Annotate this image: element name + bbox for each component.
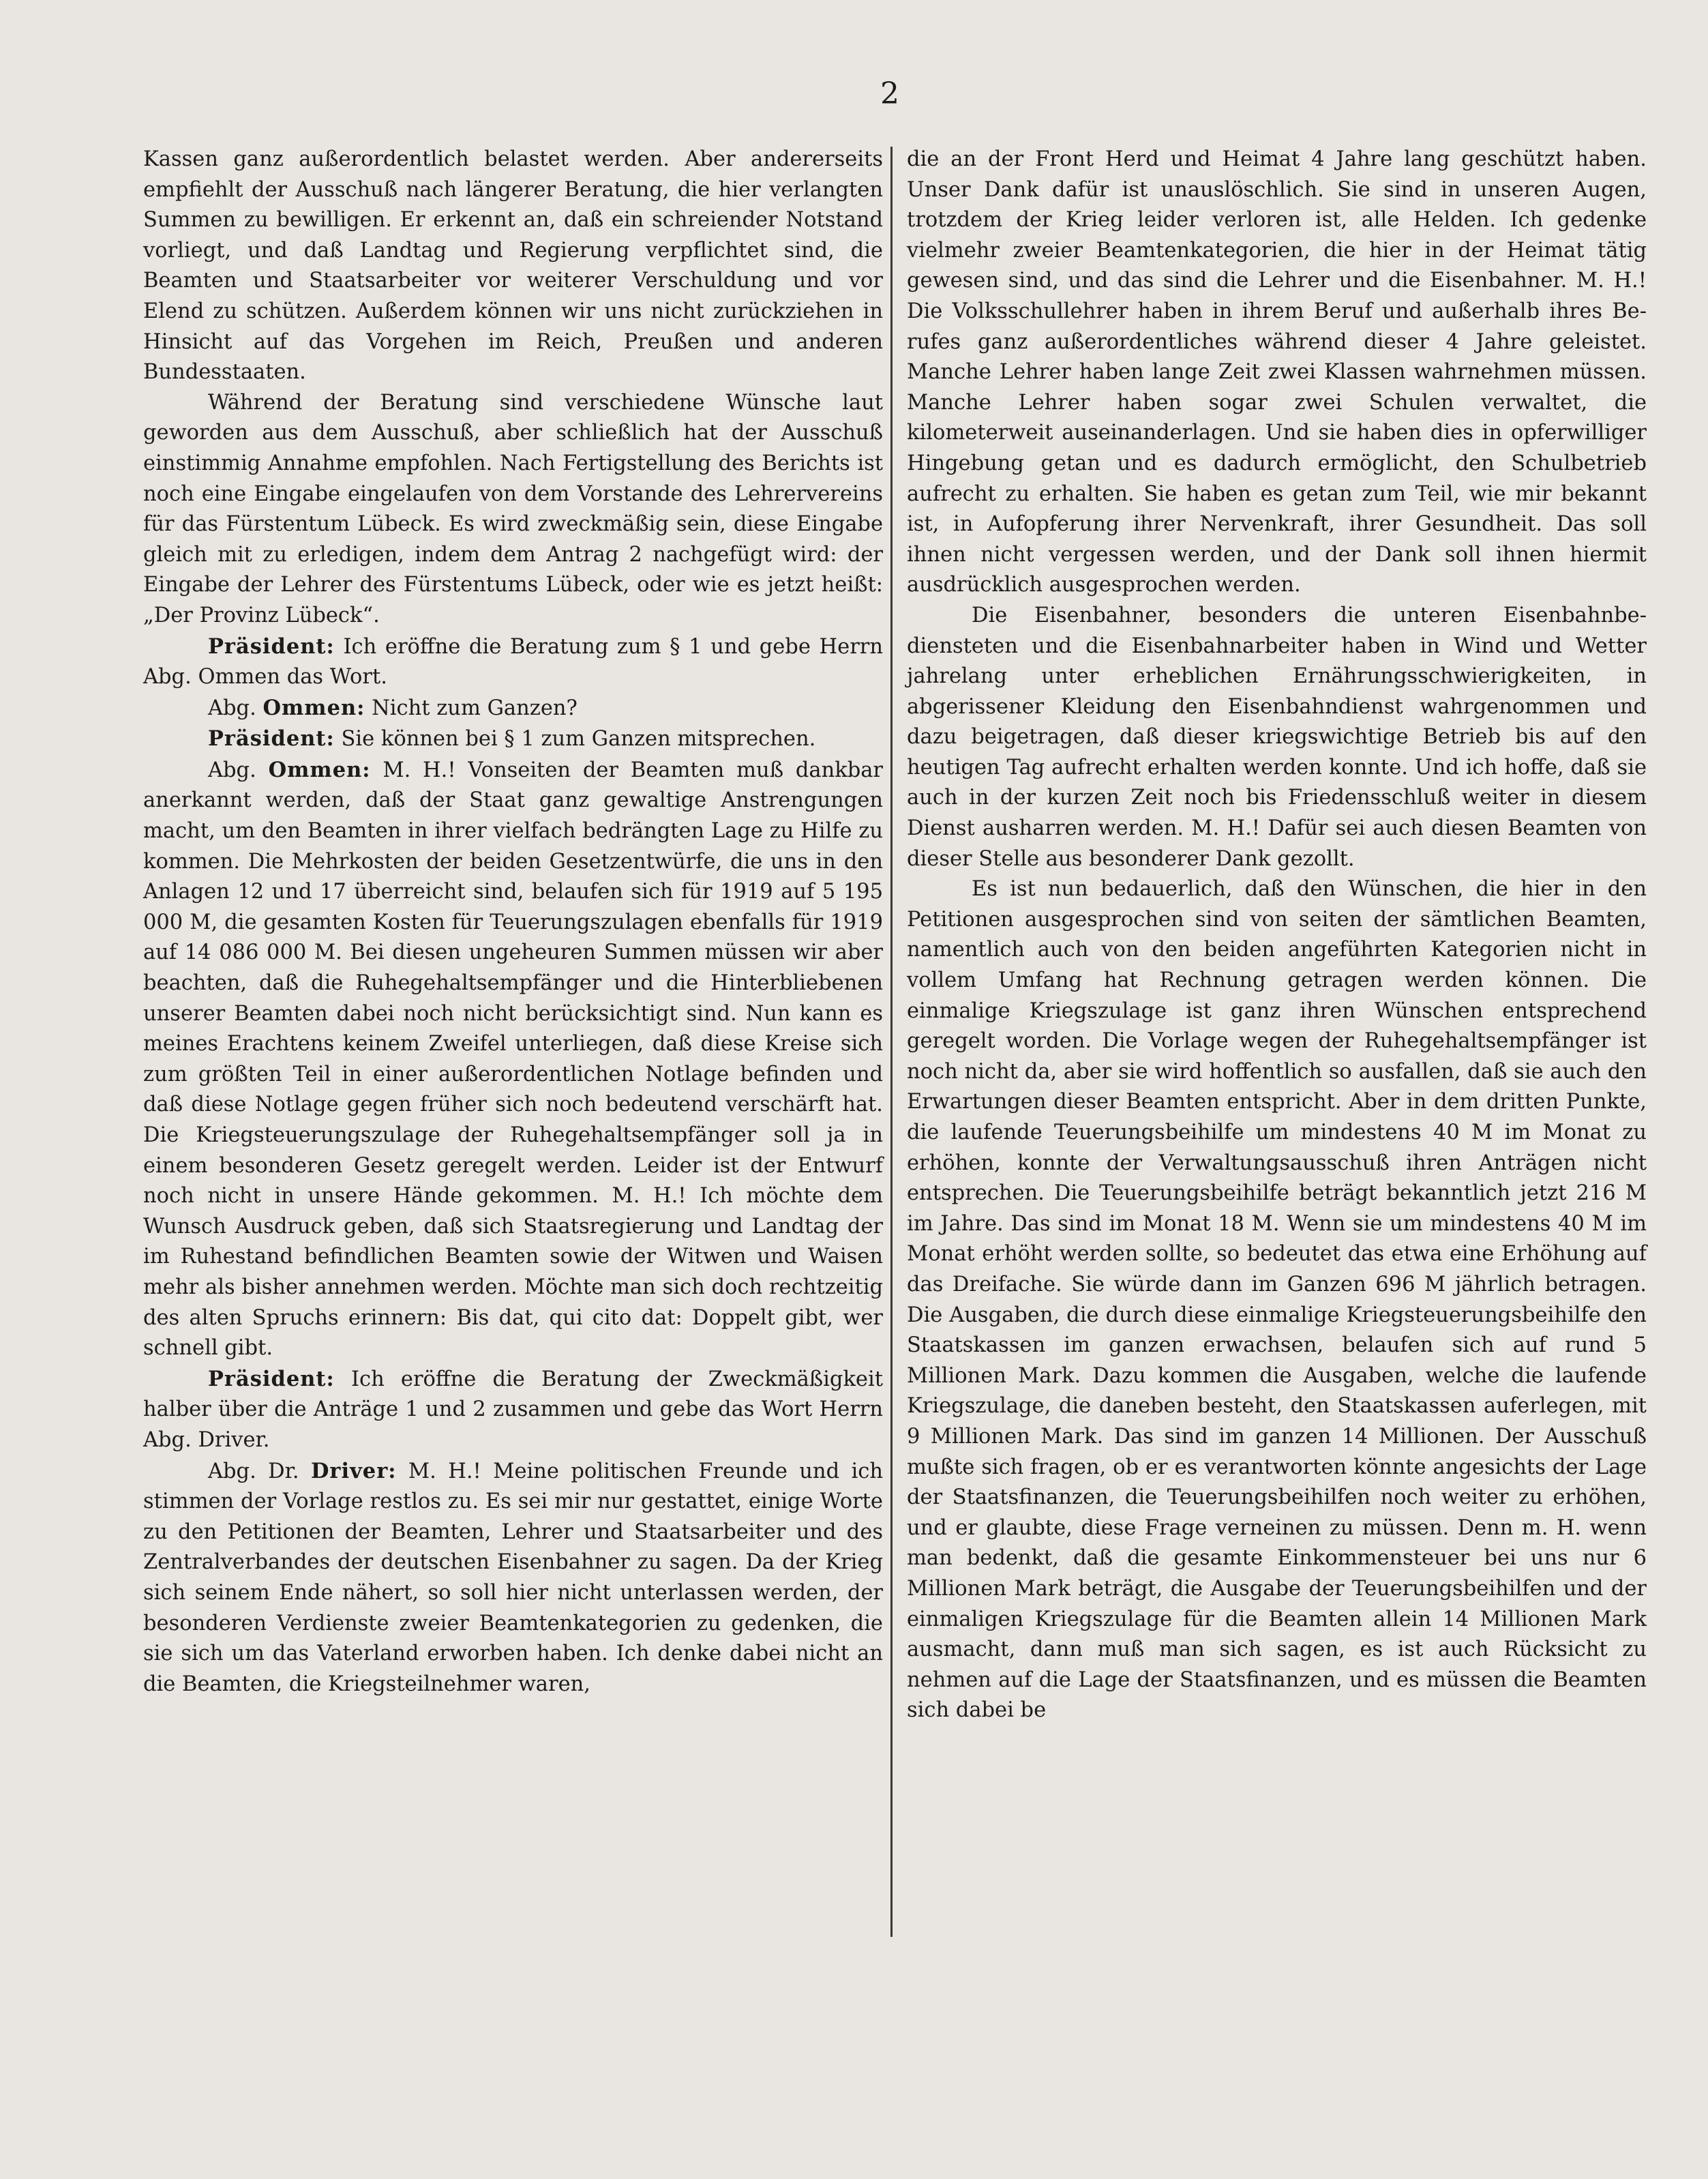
paragraph-text: Die Eisenbahner, besonders die unteren Eisenbahnbediensteten und die Eisenbahnarbeiter haben in Wind und Wetter jahrelang unter erheblichen Ernährungsschwierigkeiten, in abgerissener Kleidung den Eisenbahndienst wahrgenommen und dazu beigetragen, daß dieser kriegswichtige Betrieb bis auf den heutigen Tag aufrecht erhalten werden konnte. Und ich hoffe, daß sie auch in der kurzen Zeit noch bis Friedensschluß weiter in diesem Dienst ausharren werden. M. H.! Dafür sei auch diesen Beamten von dieser Stelle aus besonderer Dank gezollt. bbox=[907, 603, 1647, 871]
paragraph bbox=[143, 632, 883, 693]
paragraph bbox=[907, 601, 1647, 874]
right-column bbox=[907, 145, 1647, 1726]
speaker-name: Ommen: bbox=[268, 757, 371, 782]
speaker-name: Präsident: bbox=[208, 634, 335, 659]
speaker-name: Ommen: bbox=[263, 695, 365, 720]
paragraph-text: die an der Front Herd und Heimat 4 Jahre lang geschützt haben. Unser Dank dafür ist unauslöschlich. Sie sind in unseren Augen, trotzdem der Krieg leider verloren ist, alle Helden. Ich gedenke vielmehr zweier Beamtenkategorien, die hier in der Heimat tätig gewesen sind, und das sind die Lehrer und die Eisenbahner. M. H.! Die Volksschullehrer haben in ihrem Beruf und außerhalb ihres Berufes ganz außerordentliches während dieser 4 Jahre geleistet. Manche Lehrer haben lange Zeit zwei Klassen wahrnehmen müssen. Manche Lehrer haben sogar zwei Schulen verwaltet, die kilometerweit auseinanderlagen. Und sie haben dies in opferwilliger Hingebung getan und es dadurch ermöglicht, den Schulbetrieb aufrecht zu erhalten. Sie haben es getan zum Teil, wie mir bekannt ist, in Aufopferung ihrer Nervenkraft, ihrer Gesundheit. Das soll ihnen nicht vergessen werden, und der Dank soll ihnen hiermit ausdrücklich ausgesprochen werden. bbox=[907, 147, 1647, 597]
speaker-prefix: Abg. Dr. bbox=[208, 1459, 311, 1483]
paragraph bbox=[143, 693, 883, 724]
column-divider bbox=[890, 147, 893, 1937]
page-number: 2 bbox=[880, 76, 899, 111]
paragraph-text: M. H.! Meine politischen Freunde und ich stimmen der Vorlage restlos zu. Es sei mir nur gestattet, einige Worte zu den Petitionen der Beamten, Lehrer und Staatsarbeiter und des Zentralverbandes der deutschen Eisenbahner zu sagen. Da der Krieg sich seinem Ende nähert, so soll hier nicht unterlassen werden, der besonderen Verdienste zweier Beamtenkategorien zu gedenken, die sie sich um das Vaterland erworben haben. Ich denke dabei nicht an die Beamten, die Kriegsteilnehmer waren, bbox=[143, 1459, 883, 1696]
paragraph-text: Nicht zum Ganzen? bbox=[365, 696, 578, 720]
paragraph-text: Es ist nun bedauerlich, daß den Wünschen, die hier in den Petitionen ausgesprochen sind von seiten der sämtlichen Beamten, namentlich auch von den beiden angeführten Kategorien nicht in vollem Umfang hat Rechnung getragen werden können. Die einmalige Kriegszulage ist ganz ihren Wünschen entsprechend geregelt worden. Die Vorlage wegen der Ruhegehaltsempfänger ist noch nicht da, aber sie wird hoffentlich so ausfallen, daß sie auch den Erwartungen dieser Beamten entspricht. Aber in dem dritten Punkte, die laufende Teuerungsbeihilfe um mindestens 40 M im Monat zu erhöhen, konnte der Verwaltungsausschuß ihren Anträgen nicht entsprechen. Die Teuerungsbeihilfe beträgt bekanntlich jetzt 216 M im Jahre. Das sind im Monat 18 M. Wenn sie um mindestens 40 M im Monat erhöht werden sollte, so bedeutet das etwa eine Erhöhung auf das Dreifache. Sie würde dann im Ganzen 696 M jährlich betragen. Die Ausgaben, die durch diese einmalige Kriegsteuerungsbeihilfe den Staatskassen im ganzen erwachsen, belaufen sich auf rund 5 Millionen Mark. Dazu kommen die Ausgaben, welche die laufende Kriegszulage, die daneben besteht, den Staatskassen auferlegen, mit 9 Millionen Mark. Das sind im ganzen 14 Millionen. Der Ausschuß mußte sich fragen, ob er es verantworten könnte angesichts der Lage der Staatsfinanzen, die Teuerungsbeihilfen noch weiter zu erhöhen, und er glaubte, diese Frage verneinen zu müssen. Denn m. H. wenn man bedenkt, daß die gesamte Einkommensteuer bei uns nur 6 Millionen Mark beträgt, die Ausgabe der Teuerungsbeihilfen und der einmaligen Kriegszulage für die Beamten allein 14 Millionen Mark ausmacht, dann muß man sich sagen, es ist auch Rücksicht zu nehmen auf die Lage der Staatsfinanzen, und es müssen die Beamten sich dabei be bbox=[907, 877, 1647, 1723]
speaker-prefix: Abg. bbox=[208, 696, 263, 720]
speaker-name: Präsident: bbox=[208, 726, 335, 752]
paragraph-text: Ich eröffne die Beratung zum § 1 und gebe Herrn Abg. Ommen das Wort. bbox=[143, 634, 883, 690]
paragraph-text: Kassen ganz außerordentlich belastet werden. Aber andererseits empfiehlt der Ausschuß nach längerer Beratung, die hier verlangten Summen zu bewilligen. Er erkennt an, daß ein schreiender Notstand vorliegt, und daß Landtag und Regierung verpflichtet sind, die Beamten und Staatsarbeiter vor weiterer Verschuldung und vor Elend zu schützen. Außerdem können wir uns nicht zurückziehen in Hinsicht auf das Vorgehen im Reich, Preußen und anderen Bundesstaaten. bbox=[143, 147, 883, 385]
paragraph bbox=[143, 755, 883, 1364]
paragraph-text: Während der Beratung sind verschiedene Wünsche laut geworden aus dem Ausschuß, aber schließlich hat der Ausschuß einstimmig Annahme empfohlen. Nach Fertigstellung des Berichts ist noch eine Eingabe eingelaufen von dem Vorstande des Lehrervereins für das Fürstentum Lübeck. Es wird zweckmäßig sein, diese Eingabe gleich mit zu erledigen, indem dem Antrag 2 nachgefügt wird: der Eingabe der Lehrer des Fürstentums Lübeck, oder wie es jetzt heißt: „Der Provinz Lübeck“. bbox=[143, 390, 883, 627]
speaker-name: Driver: bbox=[310, 1458, 397, 1483]
paragraph-text: Sie können bei § 1 zum Ganzen mitsprechen. bbox=[334, 727, 816, 752]
paragraph bbox=[143, 724, 883, 755]
paragraph bbox=[143, 1364, 883, 1456]
paragraph-text: Ich eröffne die Beratung der Zweckmäßigkeit halber über die Anträge 1 und 2 zusammen und gebe das Wort Herrn Abg. Driver. bbox=[143, 1367, 883, 1452]
left-column bbox=[143, 145, 883, 1700]
speaker-name: Präsident: bbox=[208, 1366, 335, 1391]
paragraph bbox=[907, 874, 1647, 1726]
paragraph bbox=[907, 145, 1647, 601]
paragraph bbox=[143, 145, 883, 388]
paragraph bbox=[143, 1456, 883, 1700]
speaker-prefix: Abg. bbox=[208, 758, 269, 782]
paragraph-text: M. H.! Vonseiten der Beamten muß dankbar anerkannt werden, daß der Staat ganz gewaltige Anstrengungen macht, um den Beamten in ihrer vielfach bedrängten Lage zu Hilfe zu kommen. Die Mehrkosten der beiden Gesetzentwürfe, die uns in den Anlagen 12 und 17 überreicht sind, belaufen sich für 1919 auf 5 195 000 M, die gesamten Kosten für Teuerungszulagen ebenfalls für 1919 auf 14 086 000 M. Bei diesen ungeheuren Summen müssen wir aber beachten, daß die Ruhegehaltsempfänger und die Hinterbliebenen unserer Beamten dabei noch nicht berücksichtigt sind. Nun kann es meines Erachtens keinem Zweifel unterliegen, daß diese Kreise sich zum größten Teil in einer außerordentlichen Notlage befinden und daß diese Notlage gegen früher sich noch bedeutend verschärft hat. Die Kriegsteuerungszulage der Ruhegehaltsempfänger soll ja in einem besonderen Gesetz geregelt werden. Leider ist der Entwurf noch nicht in unsere Hände gekommen. M. H.! Ich möchte dem Wunsch Ausdruck geben, daß sich Staatsregierung und Landtag der im Ruhestand befindlichen Beamten sowie der Witwen und Waisen mehr als bisher annehmen werden. Möchte man sich doch rechtzeitig des alten Spruchs erinnern: Bis dat, qui cito dat: Doppelt gibt, wer schnell gibt. bbox=[143, 758, 883, 1361]
paragraph bbox=[143, 388, 883, 632]
